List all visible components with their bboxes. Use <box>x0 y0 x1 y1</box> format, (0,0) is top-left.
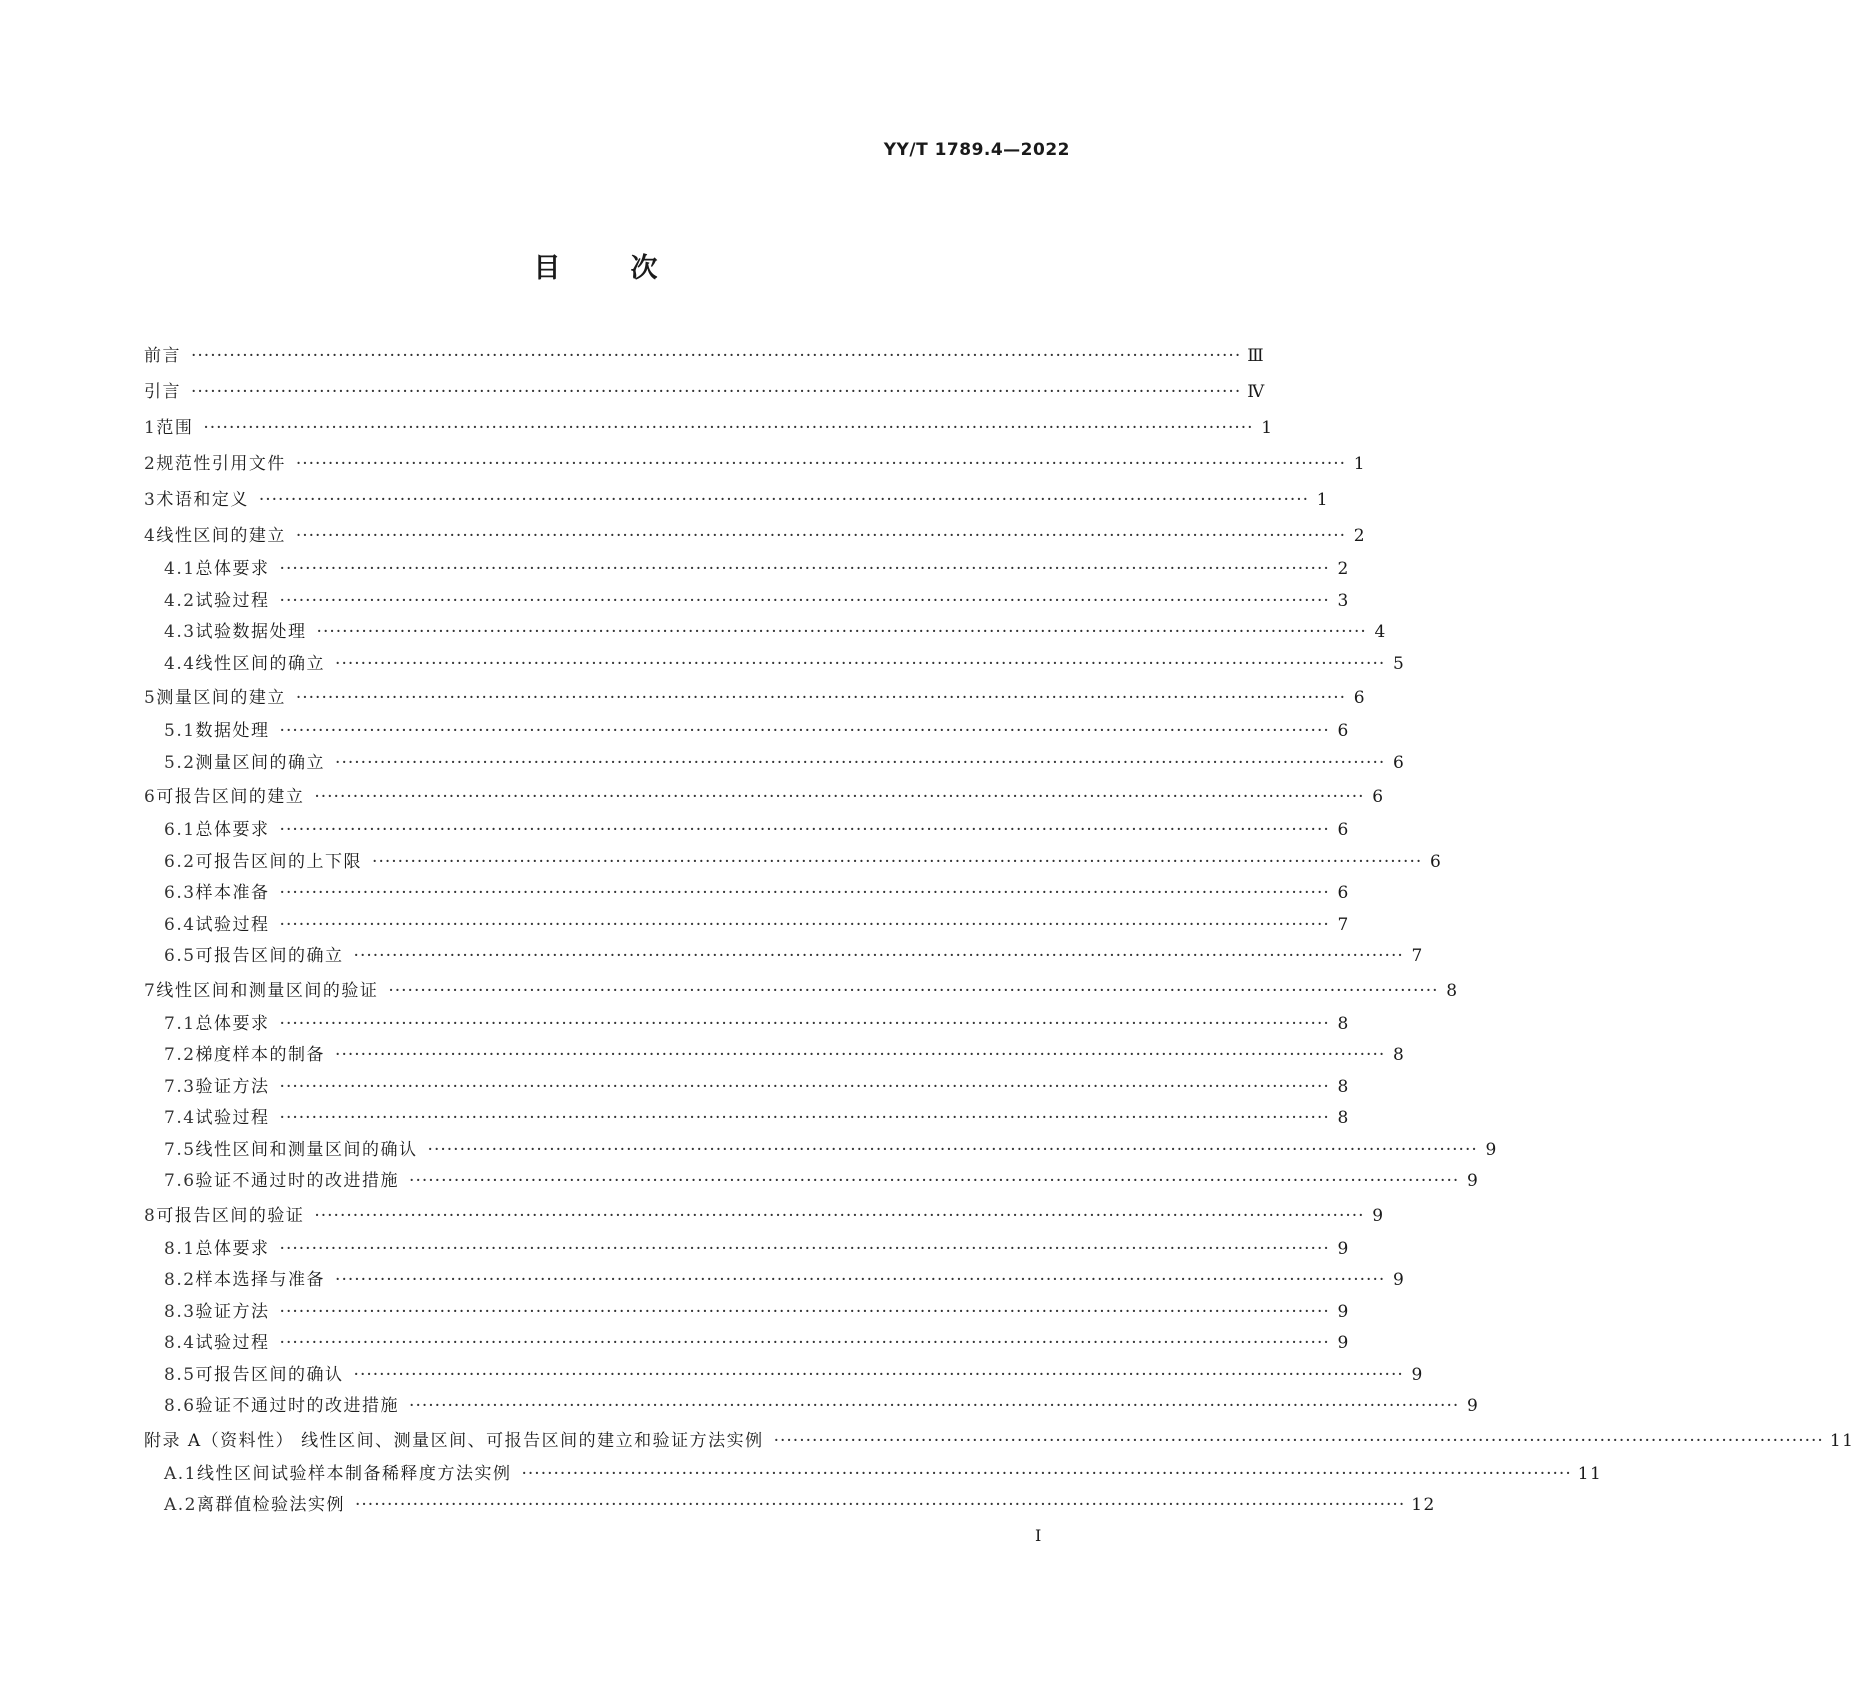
toc-entry-page: 6 <box>1372 787 1385 807</box>
toc-entry[interactable] <box>144 1391 1480 1423</box>
toc-dot-leader <box>280 815 1330 847</box>
toc-dot-leader <box>335 1265 1385 1297</box>
toc-entry-label: 附录 A（资料性） 线性区间、测量区间、可报告区间的建立和验证方法实例 <box>144 1430 764 1451</box>
toc-entry-number: 8.6 <box>164 1396 196 1416</box>
toc-title <box>0 246 1191 285</box>
toc-entry[interactable] <box>144 973 1459 1009</box>
toc-entry-number: 7.3 <box>164 1076 196 1097</box>
toc-dot-leader <box>522 1459 1572 1491</box>
toc-entry-page: 9 <box>1466 1396 1480 1416</box>
toc-entry[interactable] <box>144 1360 1424 1392</box>
toc-dot-leader <box>335 649 1385 681</box>
toc-entry-number: 4.2 <box>164 590 196 611</box>
toc-dot-leader <box>428 1135 1478 1167</box>
toc-entry-label: 线性区间和测量区间的确认 <box>195 1139 418 1160</box>
toc-entry-number: 8.1 <box>164 1238 196 1259</box>
toc-entry-label: 试验过程 <box>195 590 270 611</box>
toc-entry-label: 样本准备 <box>195 883 270 903</box>
toc-entry[interactable] <box>144 716 1350 748</box>
toc-dot-leader <box>296 446 1346 482</box>
toc-entry-number: 8.5 <box>164 1364 196 1385</box>
toc-entry-label: 规范性引用文件 <box>156 454 286 474</box>
toc-dot-leader <box>191 338 1241 374</box>
toc-entry-number: 2 <box>144 454 157 474</box>
toc-entry-label: 总体要求 <box>195 1238 270 1259</box>
toc-entry-number: 8.3 <box>164 1301 196 1322</box>
toc-dot-leader <box>372 847 1422 879</box>
toc-entry-page: 1 <box>1261 418 1274 438</box>
toc-dot-leader <box>409 1166 1459 1198</box>
toc-entry[interactable] <box>144 910 1350 942</box>
toc-entry-page: 6 <box>1392 752 1406 773</box>
toc-entry-page: 9 <box>1337 1333 1350 1353</box>
toc-entry[interactable] <box>144 1166 1480 1198</box>
toc-entry[interactable] <box>144 1297 1350 1329</box>
toc-dot-leader <box>280 1103 1330 1135</box>
toc-entry-page: 8 <box>1337 1108 1350 1128</box>
toc-entry[interactable] <box>144 617 1387 649</box>
toc-entry[interactable] <box>144 1009 1350 1041</box>
toc-entry[interactable] <box>144 518 1367 554</box>
toc-entry-label: 可报告区间的建立 <box>156 787 305 807</box>
toc-entry-page: 9 <box>1337 1301 1350 1322</box>
toc-entry-number: 5.2 <box>164 752 196 773</box>
toc-entry-label: 总体要求 <box>195 1013 270 1034</box>
toc-dot-leader <box>335 748 1385 780</box>
toc-entry[interactable] <box>144 847 1443 879</box>
toc-entry-page: 7 <box>1337 914 1350 935</box>
toc-dot-leader <box>409 1391 1459 1423</box>
toc-entry[interactable] <box>144 680 1367 716</box>
toc-entry-page: 9 <box>1466 1171 1480 1191</box>
toc-entry[interactable] <box>144 1234 1350 1266</box>
toc-entry-number: 7.6 <box>164 1171 196 1191</box>
toc-entry-number: 4.3 <box>164 622 196 642</box>
toc-dot-leader <box>203 410 1253 446</box>
toc-entry-page: 9 <box>1485 1139 1498 1160</box>
toc-entry-number: 6.4 <box>164 914 196 935</box>
toc-entry-label: 可报告区间的验证 <box>156 1205 305 1226</box>
toc-dot-leader <box>388 973 1438 1009</box>
toc-entry-number: 7.1 <box>164 1013 196 1034</box>
toc-entry-page: 6 <box>1337 883 1350 903</box>
toc-dot-leader <box>280 1072 1330 1104</box>
toc-dot-leader <box>355 1490 1405 1522</box>
toc-entry-number: 5 <box>144 688 157 708</box>
toc-title-char-1: 目 <box>533 253 561 284</box>
toc-entry-page: 4 <box>1374 622 1387 642</box>
toc-entry[interactable] <box>144 1265 1406 1297</box>
toc-entry-page: 5 <box>1392 653 1406 674</box>
toc-entry-label: 离群值检验法实例 <box>197 1495 345 1515</box>
toc-entry-label: 可报告区间的确认 <box>195 1364 344 1385</box>
toc-entry-page: 9 <box>1411 1364 1424 1385</box>
toc-entry[interactable] <box>144 586 1350 618</box>
toc-entry-label: 验证不通过时的改进措施 <box>195 1171 400 1191</box>
toc-entry-label: 验证方法 <box>195 1076 270 1097</box>
toc-entry-number: 8.4 <box>164 1333 196 1353</box>
toc-entry-label: 线性区间的建立 <box>156 526 286 546</box>
toc-entry-page: 1 <box>1353 454 1367 474</box>
toc-entry-number: 6.1 <box>164 820 196 840</box>
toc-entry-label: 测量区间的建立 <box>156 688 286 708</box>
toc-dot-leader <box>280 554 1330 586</box>
toc-dot-leader <box>317 617 1367 649</box>
toc-entry-page: 8 <box>1446 980 1459 1001</box>
toc-entry-number: 4 <box>144 526 157 546</box>
toc-entry-number: 6.3 <box>164 883 196 903</box>
toc-entry-label: 样本选择与准备 <box>195 1270 326 1290</box>
toc-entry-page: 9 <box>1337 1238 1350 1259</box>
toc-entry[interactable] <box>144 374 1266 410</box>
toc-entry[interactable] <box>144 941 1424 973</box>
toc-entry-page: 2 <box>1337 559 1350 579</box>
toc-dot-leader <box>280 1297 1330 1329</box>
toc-dot-leader <box>280 1328 1330 1360</box>
toc-entry-number: 4.4 <box>164 653 196 674</box>
toc-entry-page: 8 <box>1392 1045 1406 1065</box>
toc-entry-label: 验证方法 <box>195 1301 270 1322</box>
toc-dot-leader <box>354 941 1404 973</box>
toc-entry-number: 6.5 <box>164 946 196 966</box>
toc-entry-label: 测量区间的确立 <box>195 752 326 773</box>
toc-entry[interactable] <box>144 779 1385 815</box>
toc-entry[interactable] <box>144 1135 1498 1167</box>
toc-entry[interactable] <box>144 1459 1603 1491</box>
toc-entry-page: 1 <box>1316 490 1330 510</box>
toc-entry-page: 11 <box>1577 1463 1603 1484</box>
toc-entry[interactable] <box>144 338 1266 374</box>
toc-dot-leader <box>314 1198 1364 1234</box>
toc-dot-leader <box>191 374 1241 410</box>
toc-entry-number: 1 <box>144 418 157 438</box>
toc-entry-page: 8 <box>1337 1076 1350 1097</box>
toc-entry-page: 11 <box>1829 1430 1854 1451</box>
toc-entry-page: 8 <box>1337 1013 1350 1034</box>
standard-code: YY/T 1789.4—2022 <box>883 140 1070 160</box>
toc-entry-label: 前言 <box>144 346 181 366</box>
toc-entry[interactable] <box>144 815 1350 847</box>
toc-entry-number: 6 <box>144 787 157 807</box>
toc-entry-number: 5.1 <box>164 721 196 741</box>
toc-entry-label: 试验过程 <box>195 914 270 935</box>
toc-dot-leader <box>296 518 1346 554</box>
toc-entry-page: 12 <box>1411 1495 1436 1515</box>
toc-entry-page: 2 <box>1353 526 1367 546</box>
table-of-contents <box>144 338 1854 1522</box>
toc-entry-page: 6 <box>1337 820 1350 840</box>
toc-entry-page: 9 <box>1372 1205 1385 1226</box>
toc-dot-leader <box>296 680 1346 716</box>
toc-entry-label: 术语和定义 <box>156 490 249 510</box>
toc-entry[interactable] <box>144 1198 1385 1234</box>
toc-title-char-2: 次 <box>630 253 658 284</box>
toc-entry[interactable] <box>144 1328 1350 1360</box>
toc-entry[interactable] <box>144 1040 1406 1072</box>
toc-dot-leader <box>280 1234 1330 1266</box>
toc-entry[interactable] <box>144 1103 1350 1135</box>
toc-entry[interactable] <box>144 748 1406 780</box>
toc-dot-leader <box>280 910 1330 942</box>
toc-entry-label: 验证不通过时的改进措施 <box>195 1396 400 1416</box>
toc-dot-leader <box>280 586 1330 618</box>
toc-entry[interactable] <box>144 878 1350 910</box>
toc-dot-leader <box>280 1009 1330 1041</box>
toc-entry-label: 线性区间试验样本制备稀释度方法实例 <box>197 1463 512 1484</box>
toc-entry-label: 数据处理 <box>195 721 270 741</box>
toc-entry-label: 线性区间的确立 <box>195 653 326 674</box>
toc-entry-number: 7.2 <box>164 1045 196 1065</box>
toc-dot-leader <box>774 1423 1824 1459</box>
toc-entry-label: 试验过程 <box>195 1108 270 1128</box>
toc-entry[interactable] <box>144 446 1367 482</box>
toc-dot-leader <box>335 1040 1385 1072</box>
toc-dot-leader <box>280 878 1330 910</box>
toc-entry-number: 7.4 <box>164 1108 196 1128</box>
toc-entry-page: 3 <box>1337 590 1350 611</box>
toc-entry-number: 8.2 <box>164 1270 196 1290</box>
toc-entry-label: 试验数据处理 <box>195 622 307 642</box>
toc-entry-page: 7 <box>1411 946 1424 966</box>
toc-entry[interactable] <box>144 649 1406 681</box>
toc-entry-label: 总体要求 <box>195 559 270 579</box>
toc-entry-label: 梯度样本的制备 <box>195 1045 326 1065</box>
toc-entry-page: Ⅳ <box>1247 382 1266 402</box>
toc-entry-label: 线性区间和测量区间的验证 <box>156 980 379 1001</box>
toc-entry-label: 可报告区间的确立 <box>195 946 344 966</box>
toc-entry-label: 可报告区间的上下限 <box>195 851 363 872</box>
toc-entry-page: 6 <box>1429 851 1443 872</box>
toc-entry-label: 总体要求 <box>195 820 270 840</box>
toc-entry-page: 9 <box>1392 1270 1406 1290</box>
toc-entry-number: 7.5 <box>164 1139 196 1160</box>
toc-entry-number: 6.2 <box>164 851 196 872</box>
toc-entry[interactable] <box>144 1423 1854 1459</box>
toc-entry-page: Ⅲ <box>1247 346 1266 366</box>
toc-entry-number: A.2 <box>164 1495 197 1515</box>
page-folio: I <box>1035 1526 1042 1545</box>
toc-dot-leader <box>280 716 1330 748</box>
toc-dot-leader <box>354 1360 1404 1392</box>
toc-entry-number: 3 <box>144 490 157 510</box>
toc-dot-leader <box>314 779 1364 815</box>
toc-entry-page: 6 <box>1337 721 1350 741</box>
toc-entry[interactable] <box>144 482 1330 518</box>
toc-entry-page: 6 <box>1353 688 1367 708</box>
toc-entry-number: 7 <box>144 980 157 1001</box>
toc-entry-label: 试验过程 <box>195 1333 270 1353</box>
toc-entry[interactable] <box>144 554 1350 586</box>
toc-entry[interactable] <box>144 1490 1436 1522</box>
toc-dot-leader <box>259 482 1309 518</box>
toc-entry-number: 8 <box>144 1205 157 1226</box>
toc-entry[interactable] <box>144 410 1274 446</box>
toc-entry-label: 范围 <box>156 418 194 438</box>
toc-entry-number: A.1 <box>164 1463 197 1484</box>
toc-entry[interactable] <box>144 1072 1350 1104</box>
toc-entry-number: 4.1 <box>164 559 196 579</box>
toc-entry-label: 引言 <box>144 382 181 402</box>
